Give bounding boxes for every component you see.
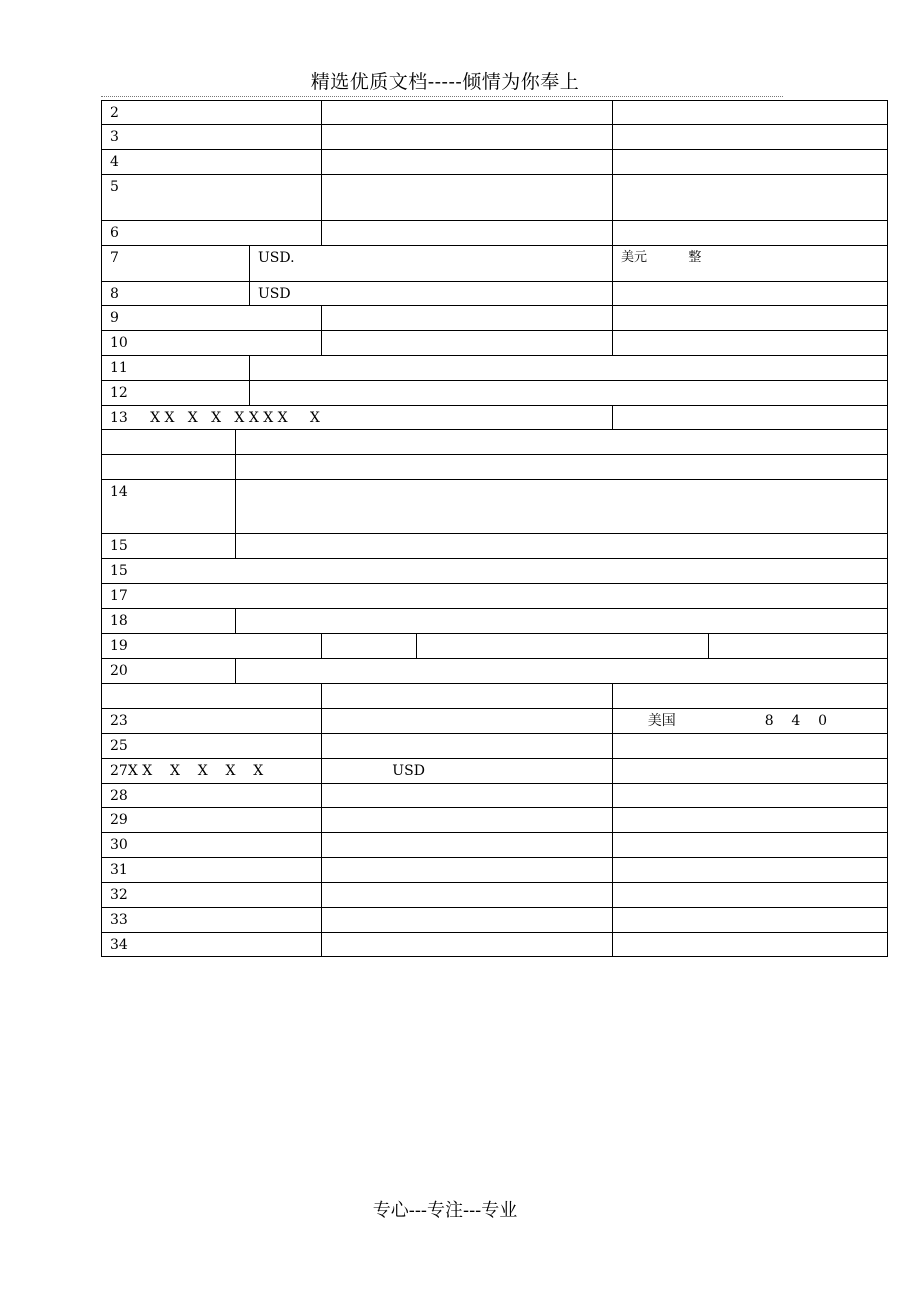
table-row xyxy=(101,933,888,956)
table-cell: 2 xyxy=(110,105,119,121)
table-row xyxy=(101,306,888,331)
table-row xyxy=(101,609,888,634)
table-cell xyxy=(249,381,889,405)
table-cell xyxy=(235,430,889,454)
table-cell xyxy=(612,406,889,429)
table-row xyxy=(101,331,888,356)
table-cell: 15 xyxy=(110,563,128,579)
table-cell xyxy=(321,101,612,124)
table-cell: 5 xyxy=(110,179,119,195)
table-cell: 17 xyxy=(110,588,128,604)
table-cell xyxy=(612,759,889,783)
table-row xyxy=(101,221,888,246)
table-cell: 15 xyxy=(110,538,128,554)
table-cell xyxy=(321,175,612,220)
table-cell xyxy=(612,101,889,124)
table-cell: 12 xyxy=(110,385,128,401)
table-cell xyxy=(321,883,612,907)
table-row xyxy=(101,356,888,381)
table-row xyxy=(101,659,888,684)
table-cell xyxy=(249,356,889,380)
table-cell: 34 xyxy=(110,937,128,953)
table-cell: 28 xyxy=(110,788,128,804)
table-cell xyxy=(321,709,612,733)
table-row xyxy=(101,734,888,759)
table-cell: 8 xyxy=(110,286,119,302)
table-row xyxy=(101,709,888,734)
table-row xyxy=(101,101,888,125)
table-cell xyxy=(321,784,612,807)
table-cell: 31 xyxy=(110,862,128,878)
table-cell xyxy=(321,221,612,245)
table-cell xyxy=(235,659,889,683)
table-row xyxy=(101,883,888,908)
table-cell xyxy=(235,480,889,533)
table-row xyxy=(101,684,888,709)
table-cell xyxy=(612,808,889,832)
table-row xyxy=(101,381,888,406)
table-cell: 14 xyxy=(110,484,128,500)
table-cell: 7 xyxy=(110,250,119,266)
table-row xyxy=(101,150,888,175)
table-cell xyxy=(612,908,889,932)
table-cell: 10 xyxy=(110,335,128,351)
table-row xyxy=(101,282,888,306)
table-cell: 9 xyxy=(110,310,119,326)
table-cell xyxy=(321,808,612,832)
table-row xyxy=(101,534,888,559)
table-cell: 20 xyxy=(110,663,128,679)
table-cell xyxy=(321,331,612,355)
table-row xyxy=(101,784,888,808)
table-cell: 13 X X X X X X X X X xyxy=(110,410,320,426)
table-cell xyxy=(612,306,889,330)
table-cell: 33 xyxy=(110,912,128,928)
table-row xyxy=(101,175,888,221)
table-cell xyxy=(235,609,889,633)
table-cell: 19 xyxy=(110,638,128,654)
table-row xyxy=(101,634,888,659)
page-footer: 专心---专注---专业 xyxy=(372,1200,518,1221)
table-cell xyxy=(321,908,612,932)
table-row xyxy=(101,125,888,150)
table-cell xyxy=(612,883,889,907)
table-cell xyxy=(416,634,708,658)
table-cell: 6 xyxy=(110,225,119,241)
table-cell xyxy=(612,784,889,807)
table-cell xyxy=(321,150,612,174)
table-cell xyxy=(321,833,612,857)
table-cell: 美元 整 xyxy=(612,246,889,281)
table-cell xyxy=(321,125,612,149)
table-cell xyxy=(102,684,321,708)
header-rule xyxy=(101,96,783,97)
table-cell xyxy=(612,175,889,220)
table-cell: 3 xyxy=(110,129,119,145)
table-cell: USD. xyxy=(249,246,612,281)
table-cell: 11 xyxy=(110,360,128,376)
table-row xyxy=(101,833,888,858)
table-row xyxy=(101,808,888,833)
table-cell xyxy=(612,221,889,245)
table-cell xyxy=(235,455,889,479)
table-cell: 30 xyxy=(110,837,128,853)
table-row xyxy=(101,455,888,480)
table-cell xyxy=(612,282,889,305)
table-row xyxy=(101,480,888,534)
table-cell xyxy=(321,684,612,708)
table-cell xyxy=(321,634,416,658)
table-cell: 27X X X X X X xyxy=(110,763,264,779)
table-cell xyxy=(612,150,889,174)
table-row xyxy=(101,759,888,784)
table-cell: 美国 8 4 0 xyxy=(612,709,889,733)
page-header: 精选优质文档-----倾情为你奉上 xyxy=(310,71,580,93)
table-cell xyxy=(321,858,612,882)
table-row xyxy=(101,559,888,584)
table-cell xyxy=(102,430,235,454)
table-cell xyxy=(612,833,889,857)
table-cell xyxy=(612,734,889,758)
table-cell: 4 xyxy=(110,154,119,170)
table-row xyxy=(101,858,888,883)
form-table xyxy=(101,100,888,957)
table-row xyxy=(101,406,888,430)
table-cell xyxy=(708,634,889,658)
table-row xyxy=(101,246,888,282)
table-cell: USD xyxy=(249,282,612,305)
table-cell: 23 xyxy=(110,713,128,729)
table-cell xyxy=(321,734,612,758)
table-cell: 29 xyxy=(110,812,128,828)
table-cell xyxy=(321,933,612,956)
table-cell: USD xyxy=(321,759,612,783)
table-cell xyxy=(321,306,612,330)
table-cell xyxy=(612,684,889,708)
table-cell xyxy=(612,125,889,149)
table-cell xyxy=(235,534,889,558)
table-cell xyxy=(612,858,889,882)
table-row xyxy=(101,430,888,455)
table-cell xyxy=(612,933,889,956)
table-row xyxy=(101,584,888,609)
table-cell xyxy=(102,455,235,479)
table-cell: 25 xyxy=(110,738,128,754)
table-cell xyxy=(612,331,889,355)
table-cell: 18 xyxy=(110,613,128,629)
table-cell: 32 xyxy=(110,887,128,903)
table-row xyxy=(101,908,888,933)
